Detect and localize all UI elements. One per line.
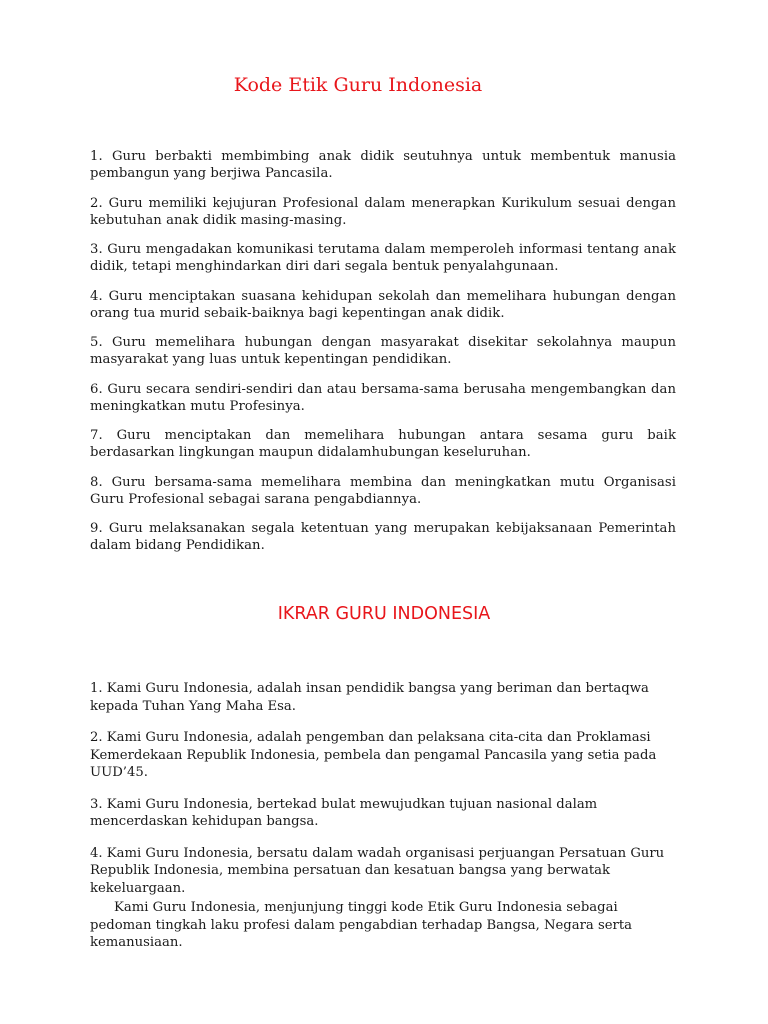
kode-etik-item-7: 7. Guru menciptakan dan memelihara hubungan antara sesama guru baik berdasarkan lingkungan maupun didalamhubungan keseluruhan. bbox=[90, 428, 676, 460]
kode-etik-item-1: 1. Guru berbakti membimbing anak didik seutuhnya untuk membentuk manusia pembangun yang berjiwa Pancasila. bbox=[90, 149, 676, 181]
ikrar-item-2: 2. Kami Guru Indonesia, adalah pengemban dan pelaksana cita-cita dan Proklamasi Kemerdekaan Republik Indonesia, pembela dan pengamal Pancasila yang setia pada UUD’45. bbox=[90, 730, 657, 780]
kode-etik-item-5: 5. Guru memelihara hubungan dengan masyarakat disekitar sekolahnya maupun masyarakat yang luas untuk kepentingan pendidikan. bbox=[90, 335, 676, 367]
ikrar-item-4: 4. Kami Guru Indonesia, bersatu dalam wadah organisasi perjuangan Persatuan Guru Republik Indonesia, membina persatuan dan kesatuan bangsa yang berwatak kekeluargaan. bbox=[90, 845, 665, 896]
ikrar-item-1: 1. Kami Guru Indonesia, adalah insan pendidik bangsa yang beriman dan bertaqwa kepada Tuhan Yang Maha Esa. bbox=[90, 681, 649, 714]
kode-etik-item-4: 4. Guru menciptakan suasana kehidupan sekolah dan memelihara hubungan dengan orang tua murid sebaik-baiknya bagi kepentingan anak didik. bbox=[90, 288, 676, 321]
ikrar-title: IKRAR GURU INDONESIA bbox=[277, 604, 491, 624]
kode-etik-list bbox=[90, 148, 676, 567]
kode-etik-item-8: 8. Guru bersama-sama memelihara membina dan meningkatkan mutu Organisasi Guru Profesional sebagai sarana pengabdiannya. bbox=[90, 474, 676, 507]
kode-etik-item-3: 3. Guru mengadakan komunikasi terutama dalam memperoleh informasi tentang anak didik, tetapi menghindarkan diri dari segala bentuk penyalahgunaan. bbox=[90, 242, 676, 274]
kode-etik-item-6: 6. Guru secara sendiri-sendiri dan atau bersama-sama berusaha mengembangkan dan meningkatkan mutu Profesinya. bbox=[90, 381, 676, 414]
ikrar-item-3: 3. Kami Guru Indonesia, bertekad bulat mewujudkan tujuan nasional dalam mencerdaskan kehidupan bangsa. bbox=[90, 796, 598, 829]
ikrar-closing-paragraph: Kami Guru Indonesia, menjunjung tinggi kode Etik Guru Indonesia sebagai pedoman tingkah laku profesi dalam pengabdian terhadap Bangsa, Negara serta kemanusiaan. bbox=[90, 900, 632, 950]
ikrar-list bbox=[90, 680, 680, 911]
kode-etik-title: Kode Etik Guru Indonesia bbox=[233, 74, 483, 96]
kode-etik-item-9: 9. Guru melaksanakan segala ketentuan yang merupakan kebijaksanaan Pemerintah dalam bidang Pendidikan. bbox=[90, 521, 676, 553]
kode-etik-item-2: 2. Guru memiliki kejujuran Profesional dalam menerapkan Kurikulum sesuai dengan kebutuhan anak didik masing-masing. bbox=[90, 195, 676, 228]
